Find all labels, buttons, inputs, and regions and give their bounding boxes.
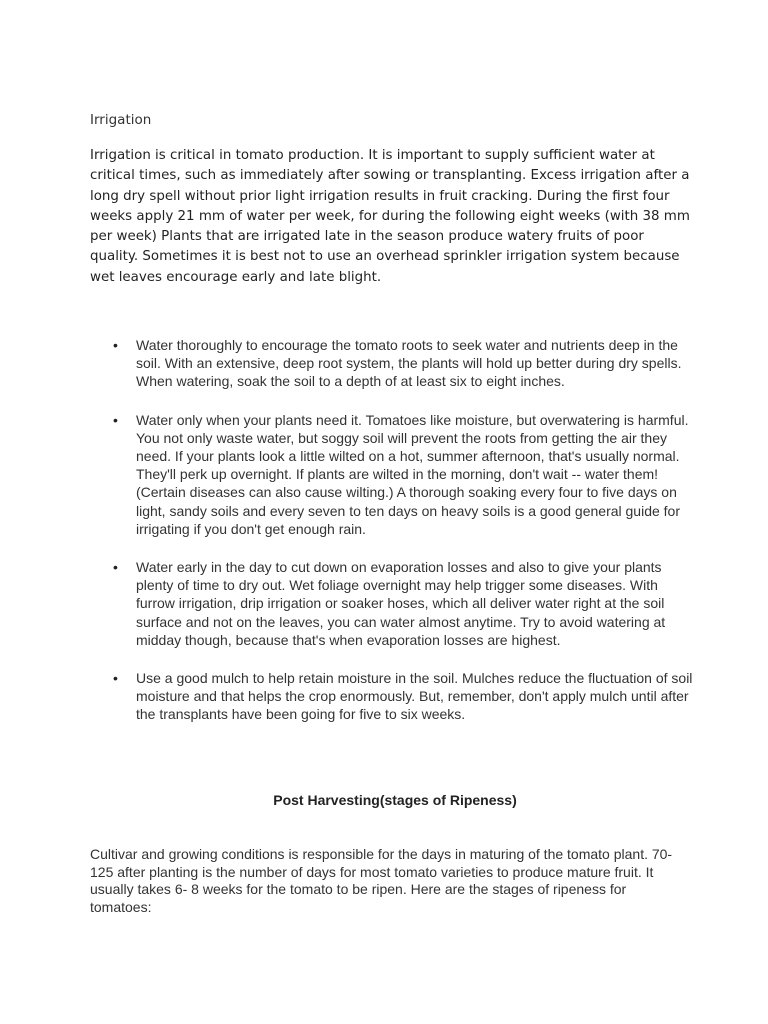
section-title: Irrigation: [90, 112, 152, 128]
list-item: [108, 336, 698, 391]
list-item-text: Water thoroughly to encourage the tomato roots to seek water and nutrients deep in the soil. With an extensive, deep root system, the plants will hold up better during dry spells. When watering, soak the soil to a depth of at least six to eight inches.: [136, 337, 682, 390]
bullet-icon: •: [113, 559, 118, 576]
closing-paragraph: Cultivar and growing conditions is responsible for the days in maturing of the tomato plant. 70- 125 after planting is the number of days for most tomato varieties to produce mature fruit. It usually takes 6- 8 weeks for the tomato to be ripen. Here are the stages of ripeness for tomatoes:: [90, 846, 673, 915]
list-item: [108, 411, 698, 538]
list-item: [108, 558, 698, 649]
list-item-text: Use a good mulch to help retain moisture in the soil. Mulches reduce the fluctuation of soil moisture and that helps the crop enormously. But, remember, don't apply mulch until after the transplants have been going for five to six weeks.: [136, 670, 693, 723]
list-item-text: Water early in the day to cut down on evaporation losses and also to give your plants plenty of time to dry out. Wet foliage overnight may help trigger some diseases. With furrow irrigation, drip irrigation or soaker hoses, which all deliver water right at the soil surface and not on the leaves, you can water almost anytime. Try to avoid watering at midday though, because that's when evaporation losses are highest.: [136, 559, 666, 648]
bullet-icon: •: [113, 670, 118, 687]
post-harvesting-heading: Post Harvesting(stages of Ripeness): [273, 792, 517, 808]
bullet-icon: •: [113, 337, 118, 353]
list-item-text: Water only when your plants need it. Tomatoes like moisture, but overwatering is harmful. You not only waste water, but soggy soil will prevent the roots from getting the air they need. If your plants look a little wilted on a hot, summer afternoon, that's usually normal. They'll perk up overnight. If plants are wilted in the morning, don't wait -- water them! (Certain diseases can also cause wilting.) A thorough soaking every four to five days on light, sandy soils and every seven to ten days on heavy soils is a good general guide for irrigating if you don't get enough rain.: [136, 411, 689, 537]
intro-paragraph: Irrigation is critical in tomato production. It is important to supply sufficient water at critical times, such as immediately after sowing or transplanting. Excess irrigation after a long dry spell without prior light irrigation results in fruit cracking. During the first four weeks apply 21 mm of water per week, for during the following eight weeks (with 38 mm per week) Plants that are irrigated late in the season produce watery fruits of poor quality. Sometimes it is best not to use an overhead sprinkler irrigation system because wet leaves encourage early and late blight.: [90, 148, 690, 285]
irrigation-tips-list: [108, 336, 698, 724]
list-item: [108, 669, 698, 724]
bullet-icon: •: [113, 411, 118, 428]
